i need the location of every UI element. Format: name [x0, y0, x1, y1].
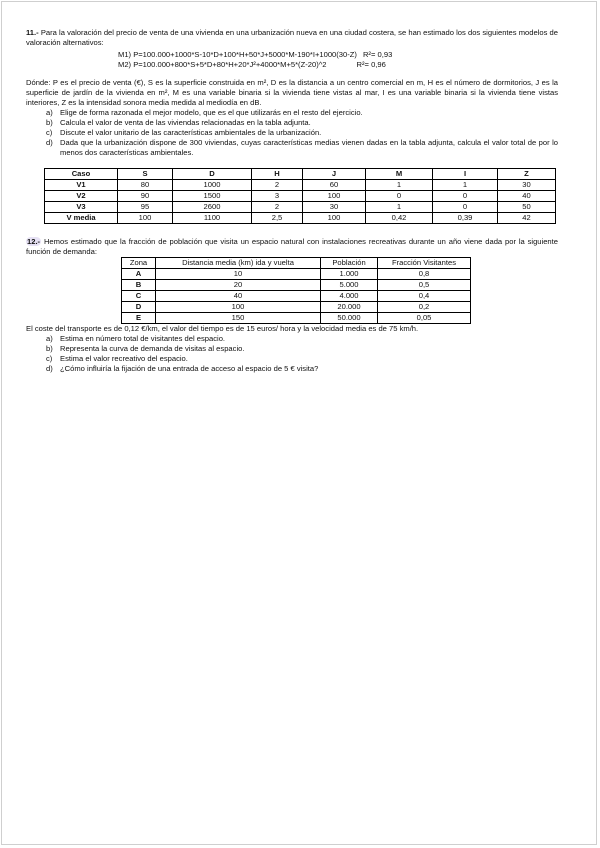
- table-row: [45, 213, 556, 224]
- table-cell: 0: [433, 191, 498, 202]
- table-cell: 1: [366, 180, 433, 191]
- q11-task-list: [26, 108, 558, 158]
- q11-task-a: a) Elige de forma razonada el mejor modelo, que es el que utilizarás en el resto del ejercicio.: [46, 108, 363, 117]
- table-cell: 2: [252, 180, 303, 191]
- table-cell: 1500: [173, 191, 252, 202]
- q12-intro: Hemos estimado que la fracción de población que visita un espacio natural con instalaciones recreativas durante un año viene dada por la siguiente función de demanda:: [26, 237, 558, 256]
- table-header-cell: D: [173, 169, 252, 180]
- table-row: [122, 291, 471, 302]
- table-cell: 95: [118, 202, 173, 213]
- table-header-cell: J: [303, 169, 366, 180]
- q11-housing-table: [44, 168, 556, 224]
- table-row: [45, 180, 556, 191]
- q12-number: 12.-: [27, 237, 41, 246]
- table-header-cell: H: [252, 169, 303, 180]
- table-cell: V1: [45, 180, 118, 191]
- table-cell: 1: [433, 180, 498, 191]
- table-cell: 1100: [173, 213, 252, 224]
- table-row: [45, 191, 556, 202]
- table-cell: 20: [156, 280, 321, 291]
- table-header-cell: S: [118, 169, 173, 180]
- table-cell: 0: [366, 191, 433, 202]
- document-page: [1, 1, 597, 845]
- table-header-cell: Z: [498, 169, 556, 180]
- q12-task-list: [26, 334, 558, 374]
- table-cell: 0: [433, 202, 498, 213]
- table-cell: 0,05: [378, 313, 471, 324]
- table-cell: 40: [156, 291, 321, 302]
- table-cell: V media: [45, 213, 118, 224]
- table-cell: 0,4: [378, 291, 471, 302]
- table-cell: A: [122, 269, 156, 280]
- table-cell: 5.000: [321, 280, 378, 291]
- table-cell: V3: [45, 202, 118, 213]
- table-cell: 50.000: [321, 313, 378, 324]
- table-cell: C: [122, 291, 156, 302]
- table-header-cell: M: [366, 169, 433, 180]
- q11-model-1-r2: R²= 0,93: [362, 50, 393, 59]
- q12-task-d: d) ¿Cómo influiría la fijación de una entrada de acceso al espacio de 5 € visita?: [46, 364, 319, 373]
- table-cell: 90: [118, 191, 173, 202]
- table-cell: 0,39: [433, 213, 498, 224]
- table-cell: B: [122, 280, 156, 291]
- q11-task-b: b) Calcula el valor de venta de las viviendas relacionadas en la tabla adjunta.: [46, 118, 311, 127]
- table-cell: 0,5: [378, 280, 471, 291]
- table-cell: 1000: [173, 180, 252, 191]
- q12-task-b: b) Representa la curva de demanda de visitas al espacio.: [46, 344, 245, 353]
- table-cell: 2: [252, 202, 303, 213]
- table-cell: 60: [303, 180, 366, 191]
- table-cell: D: [122, 302, 156, 313]
- table-header-row: [45, 169, 556, 180]
- table-header-cell: I: [433, 169, 498, 180]
- table-cell: 10: [156, 269, 321, 280]
- q11-model-2: M2) P=100.000+800*S+5*D+80*H+20*J²+4000*M+5*(Z-20)^2: [118, 60, 327, 69]
- document-content: [26, 28, 558, 374]
- table-cell: 3: [252, 191, 303, 202]
- table-cell: 100: [118, 213, 173, 224]
- table-header-cell: Distancia media (km) ida y vuelta: [156, 258, 321, 269]
- q11-task-d: d) Dada que la urbanización dispone de 300 viviendas, cuyas características medias vienen dadas en la tabla adjunta, calcula el valor total de por lo menos dos características ambientales.: [46, 138, 558, 157]
- table-cell: 0,42: [366, 213, 433, 224]
- q11-model-2-r2: R²= 0,96: [356, 60, 386, 69]
- table-row: [45, 202, 556, 213]
- table-cell: 1.000: [321, 269, 378, 280]
- q11-number: 11.-: [26, 28, 39, 37]
- q11-definitions: Dónde: P es el precio de venta (€), S es la superficie construida en m², D es la distancia a un centro comercial en m, H es el número de dormitorios, J es la superficie de jardín de la vivienda en m², M es una variable binaria si la vivienda tiene vistas al mar, I es una variable binaria si la vivienda tiene vistas interiores, Z es la intensidad sonora media medida al mediodía en dB.: [26, 78, 558, 107]
- q11-intro-paragraph: [26, 28, 558, 48]
- table-cell: V2: [45, 191, 118, 202]
- table-cell: E: [122, 313, 156, 324]
- q12-task-a: a) Estima en número total de visitantes del espacio.: [46, 334, 226, 343]
- table-row: [122, 280, 471, 291]
- table-cell: 30: [498, 180, 556, 191]
- table-cell: 150: [156, 313, 321, 324]
- q12-task-c: c) Estima el valor recreativo del espacio.: [46, 354, 188, 363]
- q11-models: [26, 50, 558, 70]
- table-cell: 100: [303, 191, 366, 202]
- q12-cost-statement: El coste del transporte es de 0,12 €/km, el valor del tiempo es de 15 euros/ hora y la velocidad media es de 75 km/h.: [26, 324, 419, 333]
- table-header-cell: Zona: [122, 258, 156, 269]
- q11-model-1: M1) P=100.000+1000*S-10*D+100*H+50*J+5000*M-190*I+1000(30-Z): [118, 50, 357, 59]
- table-cell: 4.000: [321, 291, 378, 302]
- table-cell: 20.000: [321, 302, 378, 313]
- table-cell: 50: [498, 202, 556, 213]
- table-cell: 2,5: [252, 213, 303, 224]
- table-cell: 0,8: [378, 269, 471, 280]
- table-header-cell: Caso: [45, 169, 118, 180]
- table-cell: 100: [156, 302, 321, 313]
- table-cell: 30: [303, 202, 366, 213]
- table-cell: 40: [498, 191, 556, 202]
- table-cell: 42: [498, 213, 556, 224]
- table-cell: 2600: [173, 202, 252, 213]
- table-header-row: [122, 258, 471, 269]
- table-row: [122, 313, 471, 324]
- q11-intro: Para la valoración del precio de venta de una vivienda en una urbanización nueva en una ciudad costera, se han estimado los dos siguientes modelos de valoración alternativos:: [26, 28, 558, 47]
- table-cell: 80: [118, 180, 173, 191]
- q12-demand-table: [121, 257, 471, 324]
- table-cell: 0,2: [378, 302, 471, 313]
- table-header-cell: Fracción Visitantes: [378, 258, 471, 269]
- q12-intro-paragraph: [26, 237, 558, 257]
- q11-task-c: c) Discute el valor unitario de las características ambientales de la urbanización.: [46, 128, 322, 137]
- table-row: [122, 269, 471, 280]
- table-cell: 1: [366, 202, 433, 213]
- table-cell: 100: [303, 213, 366, 224]
- table-header-cell: Población: [321, 258, 378, 269]
- table-row: [122, 302, 471, 313]
